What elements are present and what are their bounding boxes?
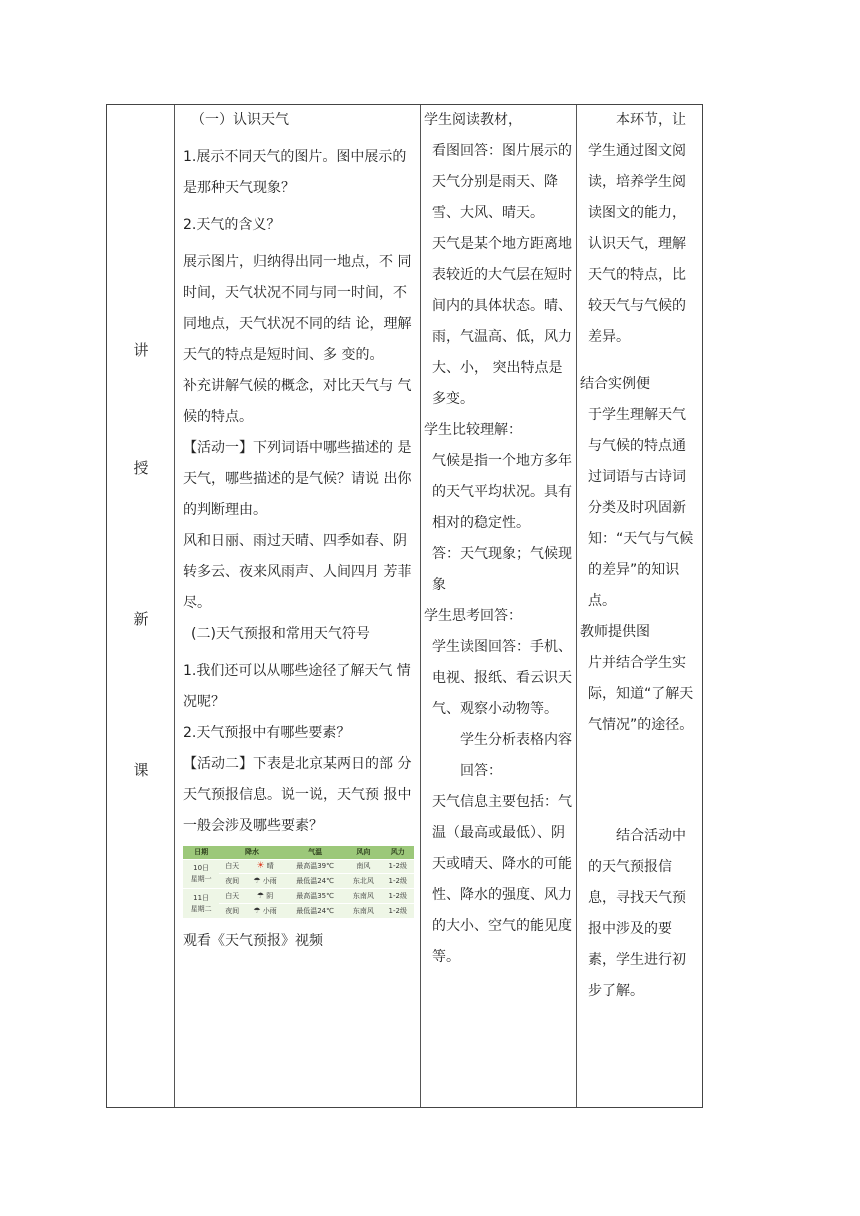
teacher-activity-column xyxy=(183,105,414,957)
stage-char: 讲 xyxy=(133,341,149,359)
lesson-table xyxy=(106,104,703,1108)
stage-char: 授 xyxy=(133,459,149,477)
video-note: 观看《天气预报》视频 xyxy=(183,933,323,949)
question: 2.天气预报中有哪些要素？ xyxy=(183,725,351,741)
temp-cell: 最高温35℃ xyxy=(285,889,345,904)
column-divider xyxy=(174,105,175,1107)
table-header: 风力 xyxy=(382,846,415,860)
paragraph: 补充讲解气候的概念，对比天气与 气候的特点。 xyxy=(183,378,412,425)
table-row xyxy=(183,889,414,904)
temp-cell: 最高温39℃ xyxy=(285,860,345,874)
period-cell: 夜间 xyxy=(219,874,245,889)
wind-dir-cell: 东南风 xyxy=(345,889,381,904)
question: 1.展示不同天气的图片。图中展示的是那种天气现象？ xyxy=(183,149,407,196)
stage-char: 课 xyxy=(133,761,149,779)
student-text: 答：天气现象；气候现象 xyxy=(432,546,572,593)
stage-char: 新 xyxy=(133,610,149,628)
column-divider xyxy=(576,105,577,1107)
weather-forecast-table xyxy=(183,846,414,918)
wind-dir-cell: 南风 xyxy=(345,860,381,874)
design-intent-column xyxy=(580,105,698,1007)
temp-cell: 最低温24℃ xyxy=(285,904,345,919)
activity-text: 【活动二】下表是北京某两日的部 分天气预报信息。说一说，天气预 报中一般会涉及哪些要素？ xyxy=(183,756,412,834)
student-text: 天气是某个地方距离地表较近的大气层在短时间内的具体状态。晴、雨，气温高、低，风力大、小， 突出特点是多变。 xyxy=(432,236,572,407)
section-heading: (二)天气预报和常用天气符号 xyxy=(191,626,370,642)
period-cell: 白天 xyxy=(219,889,245,904)
word-list: 风和日丽、雨过天晴、四季如春、阴转多云、夜来风雨声、人间四月 芳菲尽。 xyxy=(183,533,412,611)
date-cell: 11日 星期二 xyxy=(183,889,219,919)
student-text: 学生比较理解： xyxy=(424,422,522,438)
question: 1.我们还可以从哪些途径了解天气 情况呢？ xyxy=(183,663,411,710)
student-text: 学生阅读教材， xyxy=(424,112,522,128)
table-header: 气温 xyxy=(285,846,345,860)
umbrella-icon: ☂ xyxy=(253,876,261,885)
student-text: 学生读图回答：手机、电视、报纸、看云识天气、观察小动物等。 xyxy=(432,639,572,717)
intent-text: 片并结合学生实际，知道“了解天气情况”的途径。 xyxy=(588,655,694,733)
student-text: 看图回答：图片展示的天气分别是雨天、降雪、大风、晴天。 xyxy=(432,143,572,221)
date-cell: 10日 星期一 xyxy=(183,860,219,889)
umbrella-icon: ☂ xyxy=(253,906,261,915)
temp-cell: 最低温24℃ xyxy=(285,874,345,889)
weather-cell: ☂ 阴 xyxy=(245,889,285,904)
umbrella-icon: ☂ xyxy=(256,891,265,900)
table-header: 降水 xyxy=(219,846,285,860)
column-divider xyxy=(420,105,421,1107)
intent-text: 教师提供图 xyxy=(580,624,650,640)
table-header-row xyxy=(183,846,414,860)
sun-icon: ☀ xyxy=(256,861,265,871)
student-text: 天气信息主要包括：气温（最高或最低）、阴天或晴天、降水的可能性、降水的强度、风力的大小、空气的能见度等。 xyxy=(432,794,572,965)
wind-force-cell: 1-2级 xyxy=(382,904,415,919)
question: 2.天气的含义？ xyxy=(183,217,281,233)
period-cell: 夜间 xyxy=(219,904,245,919)
section-heading: （一）认识天气 xyxy=(191,112,289,128)
wind-force-cell: 1-2级 xyxy=(382,874,415,889)
student-text: 学生分析表格内容回答： xyxy=(460,732,572,779)
table-header: 日期 xyxy=(183,846,219,860)
intent-text: 结合实例便 xyxy=(580,376,650,392)
wind-force-cell: 1-2级 xyxy=(382,889,415,904)
student-text: 学生思考回答： xyxy=(424,608,522,624)
activity-text: 【活动一】下列词语中哪些描述的 是天气，哪些描述的是气候？请说 出你的判断理由。 xyxy=(183,440,412,518)
table-header: 风向 xyxy=(345,846,381,860)
student-activity-column xyxy=(424,105,572,973)
weather-cell: ☂ 小雨 xyxy=(245,874,285,889)
period-cell: 白天 xyxy=(219,860,245,874)
intent-text: 于学生理解天气与气候的特点通过词语与古诗词分类及时巩固新知：“天气与气候的差异”的知识点。 xyxy=(588,407,694,609)
student-text: 气候是指一个地方多年的天气平均状况。具有相对的稳定性。 xyxy=(432,453,572,531)
table-row xyxy=(183,860,414,874)
wind-force-cell: 1-2级 xyxy=(382,860,415,874)
intent-text: 结合活动中的天气预报信息，寻找天气预报中涉及的要素，学生进行初步了解。 xyxy=(588,828,686,999)
weather-cell: ☂ 小雨 xyxy=(245,904,285,919)
paragraph: 展示图片，归纳得出同一地点，不 同时间，天气状况不同与同一时间，不同地点，天气状况不同的结 论，理解天气的特点是短时间、多 变的。 xyxy=(183,254,412,363)
wind-dir-cell: 东南风 xyxy=(345,904,381,919)
weather-cell: ☀ 晴 xyxy=(245,860,285,874)
wind-dir-cell: 东北风 xyxy=(345,874,381,889)
intent-text: 本环节，让学生通过图文阅读，培养学生阅读图文的能力，认识天气，理解天气的特点，比较天气与气候的差异。 xyxy=(588,112,686,345)
